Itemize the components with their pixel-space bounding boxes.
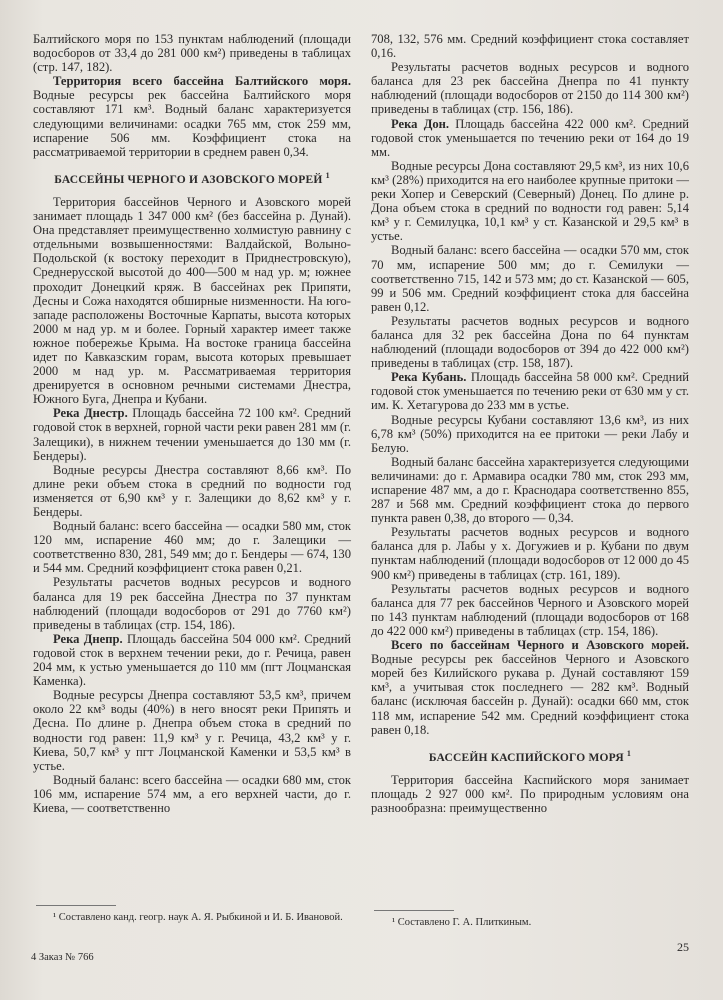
- footnote-rule: [36, 905, 116, 906]
- bold-run: Река Кубань.: [391, 370, 467, 385]
- paragraph: [33, 632, 351, 688]
- heading-text: БАССЕЙНЫ ЧЕРНОГО И АЗОВСКОГО МОРЕЙ: [54, 173, 323, 186]
- paragraph: Результаты расчетов водных ресурсов и водного баланса для 19 рек бассейна Днестра по 37 пунктам наблюдений (площади водосборов от 291 до 7760 км²) приведены в таблицах (стр. 154, 186).: [33, 575, 351, 632]
- footnote: ¹ Составлено Г. А. Плиткиным.: [392, 917, 532, 928]
- paragraph: Результаты расчетов водных ресурсов и водного баланса для 23 рек бассейна Днепра по 41 пункту наблюдений (площади водосборов от 2150 до 114 300 км²) приведены в таблицах (стр. 156, 186).: [371, 60, 689, 117]
- right-column: [371, 32, 689, 815]
- paragraph: Водный баланс: всего бассейна — осадки 570 мм, сток 70 мм, испарение 500 мм; до г. Семилуки — соответственно 715, 142 и 573 мм; до ст. Казанской — 605, 99 и 506 мм. Средний коэффициент стока для бассейна равен 0,12.: [371, 243, 689, 314]
- paragraph: Водный баланс: всего бассейна — осадки 580 мм, сток 120 мм, испарение 460 мм; до г. Залещики — соответственно 830, 281, 549 мм; до г. Бендеры — 674, 130 и 544 мм. Средний коэффициент стока равен 0,21.: [33, 519, 351, 576]
- paragraph: [33, 406, 351, 462]
- footnote-marker: 1: [626, 748, 632, 758]
- paragraph: [371, 370, 689, 412]
- paragraph: [33, 74, 351, 159]
- bold-run: Река Дон.: [391, 116, 450, 131]
- paragraph: 708, 132, 576 мм. Средний коэффициент стока составляет 0,16.: [371, 32, 689, 61]
- paragraph: Территория бассейнов Черного и Азовского морей занимает площадь 1 347 000 км² (без бассейна р. Дунай). Она представляет преимущественно холмистую равнину с отдельными возвышенностями: Валдайской, Волыно-Подольской (к востоку переходит в Приднестровскую), Среднерусской высотой до 400—500 м над ур. м; южнее проходит Донецкий кряж. В бассейнах рек Припяти, Десны и Сожа находятся обширные низменности. На юго-западе расположены Восточные Карпаты, высота которых 2000 м над ур. м и более. Горный характер имеет также южное побережье Крыма. На востоке граница бассейна идет по Кавказским горам, высота которых превышает 2000 м над ур. м. Рассматриваемая территория дренируется в основном речными системами Днестра, Южного Буга, Днепра и Кубани.: [33, 194, 351, 407]
- paragraph: Водный баланс бассейна характеризуется следующими величинами: до г. Армавира осадки 780 мм, сток 293 мм, испарение 487 мм, а до г. Краснодара соответственно 855, 287 и 568 мм. Средний коэффициент стока до первого пункта равен 0,38, до второго — 0,34.: [371, 454, 689, 526]
- text-run: Водные ресурсы рек бассейнов Черного и Азовского морей без Килийского рукава р. Дунай составляют 159 км³, а учитывая сток последнего — 282 км³. Водный баланс (исключая бассейн р. Дунай): осадки 660 мм, сток 118 мм, испарение 542 мм. Средний коэффициент стока равен 0,18.: [371, 652, 689, 737]
- section-heading: [33, 173, 351, 187]
- footnote-marker: 1: [325, 171, 330, 181]
- paragraph: Территория бассейна Каспийского моря занимает площадь 2 927 000 км². По природным условиям она разнообразна: преимущественно: [371, 772, 689, 815]
- bold-run: Территория всего бассейна Балтийского моря.: [53, 74, 351, 89]
- bold-run: Всего по бассейнам Черного и Азовского морей.: [391, 638, 689, 653]
- text-run: Водные ресурсы рек бассейна Балтийского моря составляют 171 км³. Водный баланс характеризуется следующими величинами: осадки 765 мм, сток 259 мм, испарение 506 мм. Коэффициент стока на рассматриваемой территории в среднем равен 0,34.: [33, 88, 351, 159]
- paragraph: Водный баланс: всего бассейна — осадки 680 мм, сток 106 мм, испарение 574 мм, а его верхней части, до г. Киева, — соответственно: [33, 772, 351, 815]
- paragraph: Водные ресурсы Днепра составляют 53,5 км³, причем около 22 км³ воды (40%) в него вносят реки Припять и Десна. По длине р. Днепра объем стока в средний по водности год равен: 11,9 км³ у г. Речица, 43,2 км³ у г. Киева, 50,7 км³ у пгт Лоцманской Каменки и 53,5 км³ в устье.: [33, 688, 351, 773]
- footnote: ¹ Составлено канд. геогр. наук А. Я. Рыбкиной и И. Б. Ивановой.: [53, 912, 343, 923]
- paragraph: Водные ресурсы Днестра составляют 8,66 км³. По длине реки объем стока в средний по водности год изменяется от 6,90 км³ у г. Залещики до 8,62 км³ у г. Бендеры.: [33, 462, 351, 519]
- bold-run: Река Днепр.: [53, 631, 123, 646]
- section-heading: [371, 748, 689, 765]
- paragraph: Результаты расчетов водных ресурсов и водного баланса для 77 рек бассейнов Черного и Азовского морей по 143 пунктам наблюдений (площади водосборов от 168 до 422 000 км²) приведены в таблицах (стр. 154, 186).: [371, 581, 689, 638]
- text-run: Площадь бассейна 422 000 км². Средний годовой сток уменьшается по течению реки от 164 до 19 мм.: [371, 116, 689, 159]
- paragraph: [371, 638, 689, 737]
- left-column: [33, 32, 351, 815]
- page-number: 25: [677, 940, 689, 954]
- heading-text: БАССЕЙН КАСПИЙСКОГО МОРЯ: [428, 751, 624, 764]
- paragraph: Водные ресурсы Дона составляют 29,5 км³, из них 10,6 км³ (28%) приходится на его наиболее крупные притоки — реки Хопер и Северский (Северный) Донец. По длине р. Дона объем стока в средний по водности год равен: 5,14 км³ у г. Семилуцка, 10,1 км³ у ст. Казанской и 29,5 км³ в устье.: [371, 158, 689, 244]
- paragraph: Водные ресурсы Кубани составляют 13,6 км³, из них 6,78 км³ (50%) приходится на ее притоки — реки Лабу и Белую.: [371, 412, 689, 455]
- footnote-rule: [374, 910, 454, 911]
- text-run: Площадь бассейна 504 000 км². Средний годовой сток в верхнем течении реки, до г. Речица, равен 204 мм, к устью уменьшается до 110 мм (пгт Лоцманская Каменка).: [33, 631, 351, 689]
- bold-run: Река Днестр.: [53, 406, 128, 421]
- paragraph: Балтийского моря по 153 пунктам наблюдений (площади водосборов от 33,4 до 281 000 км²) приведены в таблицах (стр. 147, 182).: [33, 32, 351, 75]
- paragraph: Результаты расчетов водных ресурсов и водного баланса для 32 рек бассейна Дона по 64 пунктам наблюдений (площади водосборов от 394 до 422 000 км²) приведены в таблицах (стр. 158, 187).: [371, 313, 689, 371]
- text-run: Площадь бассейна 72 100 км². Средний годовой сток в верхней, горной части реки равен 281 мм (г. Залещики), в нижнем течении уменьшается до 130 мм (г. Бендеры).: [33, 406, 351, 463]
- text-run: Площадь бассейна 58 000 км². Средний годовой сток уменьшается по течению реки от 630 мм у ст. им. К. Хетагурова до 233 мм в устье.: [371, 370, 689, 413]
- paragraph: [371, 117, 689, 159]
- signature-mark: 4 Заказ № 766: [31, 952, 94, 963]
- paragraph: Результаты расчетов водных ресурсов и водного баланса для р. Лабы у х. Догужиев и р. Кубани по двум пунктам наблюдений (площади водосборов от 12 000 до 45 900 км²) приведены в таблицах (стр. 161, 189).: [371, 525, 689, 582]
